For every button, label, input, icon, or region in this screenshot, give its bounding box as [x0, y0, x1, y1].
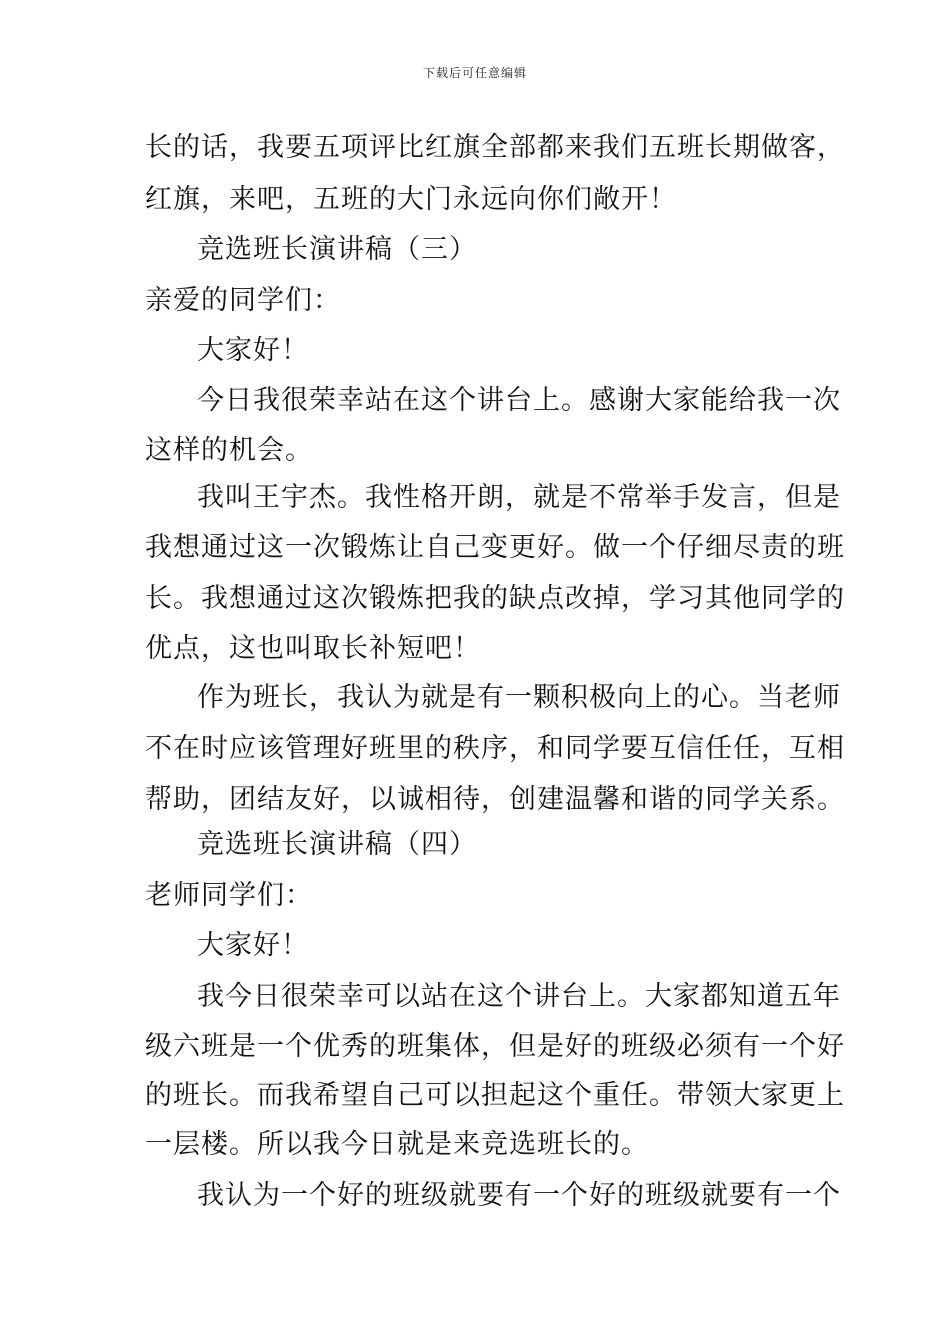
body-line: 的班长。而我希望自己可以担起这个重任。带领大家更上	[145, 1080, 845, 1111]
section-title: 竞选班长演讲稿（四）	[197, 829, 477, 860]
greeting: 大家好！	[197, 335, 309, 366]
body-line: 我叫王宇杰。我性格开朗，就是不常举手发言，但是	[197, 482, 841, 513]
page-header: 下载后可任意编辑	[422, 66, 527, 80]
section-title: 竞选班长演讲稿（三）	[197, 234, 477, 265]
body-line: 我今日很荣幸可以站在这个讲台上。大家都知道五年	[197, 981, 841, 1012]
body-line: 红旗，来吧，五班的大门永远向你们敞开！	[145, 184, 677, 215]
body-line: 帮助，团结友好，以诚相待，创建温馨和谐的同学关系。	[145, 784, 845, 815]
greeting: 大家好！	[197, 930, 309, 961]
body-line: 今日我很荣幸站在这个讲台上。感谢大家能给我一次	[197, 385, 841, 416]
body-line: 我认为一个好的班级就要有一个好的班级就要有一个	[197, 1180, 841, 1211]
body-line: 作为班长，我认为就是有一颗积极向上的心。当老师	[197, 682, 841, 713]
body-line: 长。我想通过这次锻炼把我的缺点改掉，学习其他同学的	[145, 583, 845, 614]
body-line: 长的话，我要五项评比红旗全部都来我们五班长期做客，	[145, 132, 845, 163]
body-line: 这样的机会。	[145, 435, 313, 466]
salutation: 亲爱的同学们：	[145, 285, 341, 316]
salutation: 老师同学们：	[145, 880, 313, 911]
body-line: 级六班是一个优秀的班集体，但是好的班级必须有一个好	[145, 1031, 845, 1062]
body-line: 一层楼。所以我今日就是来竞选班长的。	[145, 1129, 649, 1160]
body-line: 我想通过这一次锻炼让自己变更好。做一个仔细尽责的班	[145, 532, 845, 563]
body-line: 优点，这也叫取长补短吧！	[145, 633, 481, 664]
body-line: 不在时应该管理好班里的秩序，和同学要互信任任，互相	[145, 733, 845, 764]
